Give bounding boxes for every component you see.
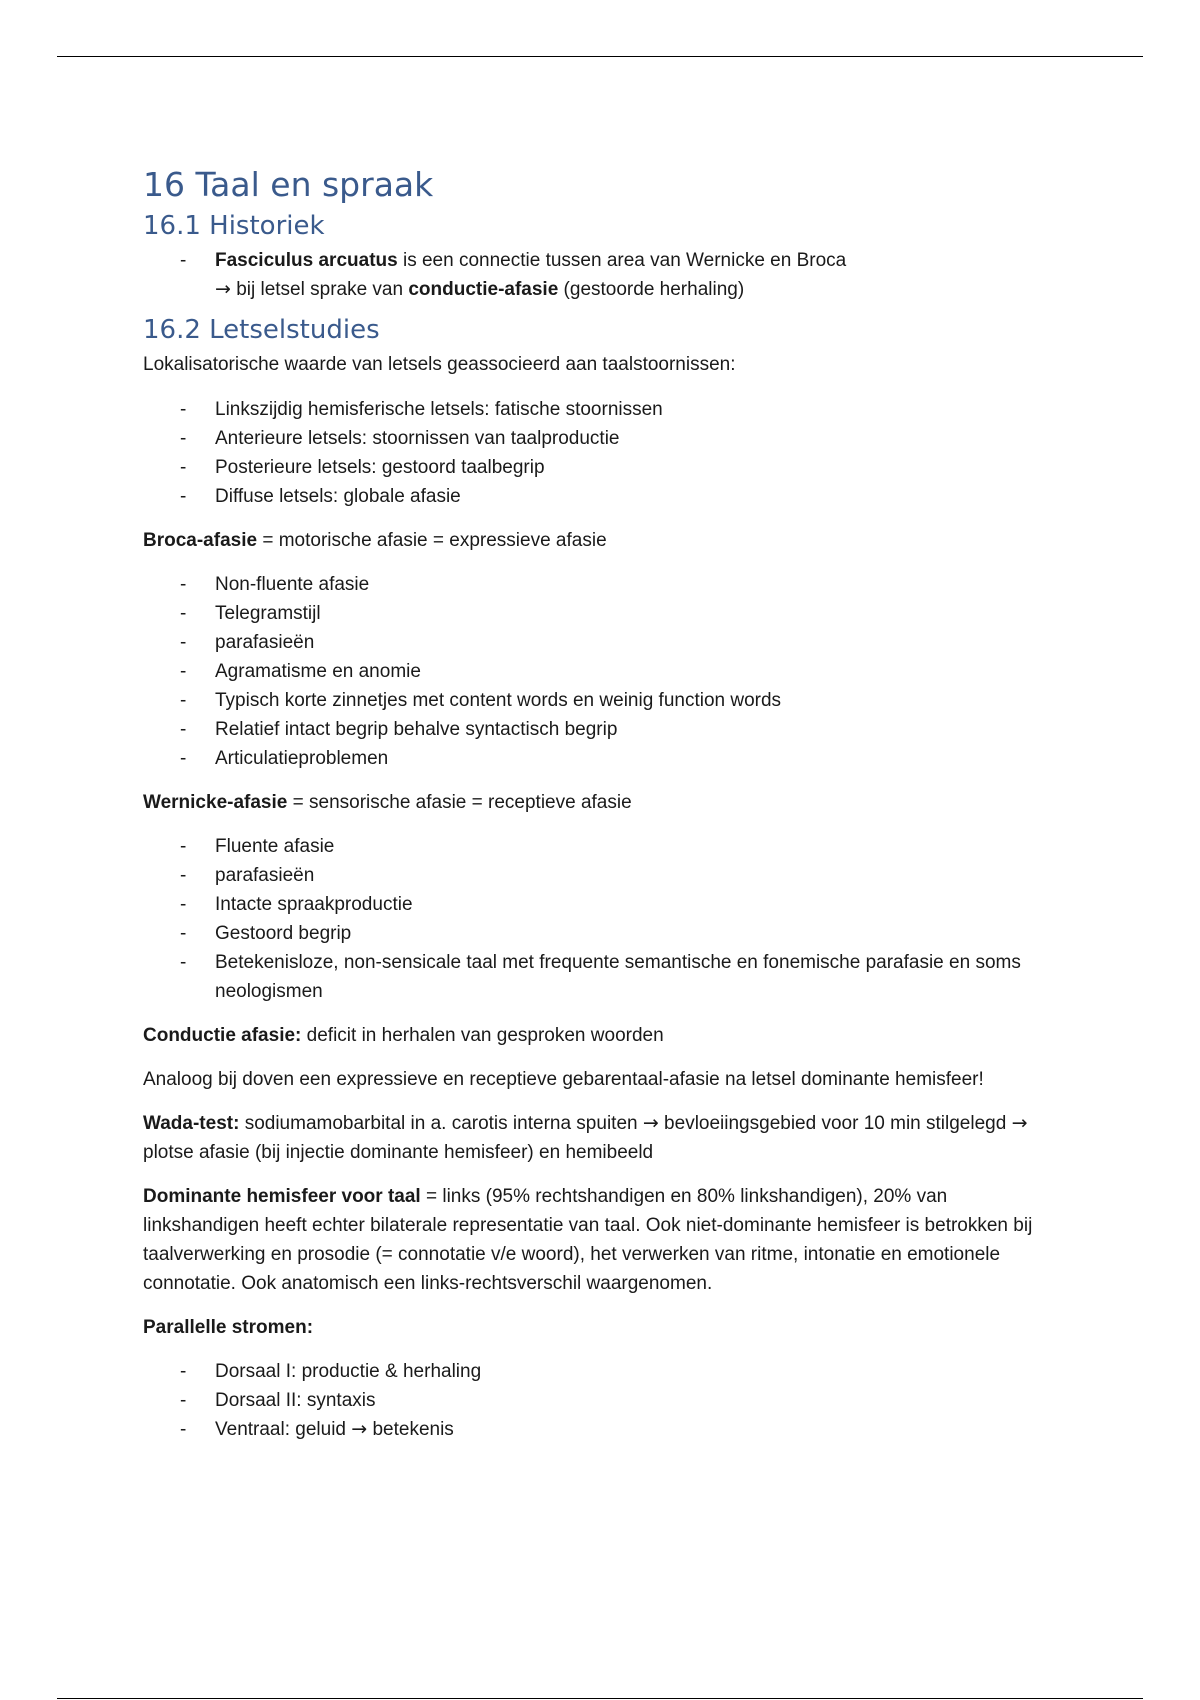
header-rule bbox=[57, 56, 1143, 57]
wernicke-list bbox=[143, 832, 1063, 1006]
item-text: Articulatieproblemen bbox=[215, 748, 389, 769]
term: Parallelle stromen: bbox=[143, 1317, 314, 1338]
definition-text: = motorische afasie = expressieve afasie bbox=[257, 530, 607, 551]
bullet-dash: - bbox=[180, 486, 187, 507]
bullet-dash: - bbox=[180, 632, 187, 653]
conductie-paragraph bbox=[143, 1021, 1063, 1050]
list-item bbox=[143, 919, 1063, 948]
list-item bbox=[143, 1357, 1063, 1386]
term: Conductie afasie: bbox=[143, 1025, 302, 1046]
bullet-dash: - bbox=[180, 865, 187, 886]
bullet-dash: - bbox=[180, 952, 187, 973]
definition-text: deficit in herhalen van gesproken woorden bbox=[301, 1025, 664, 1046]
list-item bbox=[143, 246, 1063, 304]
bullet-dash: - bbox=[180, 748, 187, 769]
list-item bbox=[143, 482, 1063, 511]
list-item bbox=[143, 628, 1063, 657]
definition-text: = links (95% rechtshandigen en 80% linkshandigen), 20% van linkshandigen heeft echter bilaterale representatie van taal. Ook niet-dominante hemisfeer is betrokken bij taalverwerking en prosodie (= connotatie v/e woord), het verwerken van ritme, intonatie en emotionele connotatie. Ook anatomisch een links-rechtsverschil waargenomen. bbox=[143, 1186, 1033, 1294]
bullet-dash: - bbox=[180, 923, 187, 944]
bullet-dash: - bbox=[180, 1390, 187, 1411]
bullet-dash: - bbox=[180, 836, 187, 857]
list-item bbox=[143, 832, 1063, 861]
dominante-paragraph bbox=[143, 1182, 1063, 1298]
list-item bbox=[143, 424, 1063, 453]
intro-paragraph: Lokalisatorische waarde van letsels geassocieerd aan taalstoornissen: bbox=[143, 354, 736, 375]
list-item bbox=[143, 1386, 1063, 1415]
item-text: Diffuse letsels: globale afasie bbox=[215, 486, 461, 507]
wernicke-paragraph bbox=[143, 788, 1063, 817]
list-item bbox=[143, 861, 1063, 890]
bullet-dash: - bbox=[180, 690, 187, 711]
list-item bbox=[143, 890, 1063, 919]
item-text: parafasieën bbox=[215, 865, 315, 886]
list-item bbox=[143, 570, 1063, 599]
term: Wernicke-afasie bbox=[143, 792, 288, 813]
term: Broca-afasie bbox=[143, 530, 258, 551]
arrow-icon: → bbox=[1011, 1112, 1028, 1134]
footer-rule bbox=[57, 1698, 1143, 1699]
list-item bbox=[143, 715, 1063, 744]
term: conductie-afasie bbox=[408, 279, 559, 300]
document-body bbox=[143, 158, 1063, 1459]
arrow-icon: → bbox=[215, 278, 231, 300]
item-text: Ventraal: geluid bbox=[215, 1419, 352, 1440]
bullet-dash: - bbox=[180, 894, 187, 915]
bullet-dash: - bbox=[180, 661, 187, 682]
term: Dominante hemisfeer voor taal bbox=[143, 1186, 421, 1207]
bullet-dash: - bbox=[180, 457, 187, 478]
list-item bbox=[143, 1415, 1063, 1444]
letsels-list bbox=[143, 395, 1063, 511]
list-item bbox=[143, 744, 1063, 773]
bullet-dash: - bbox=[180, 1419, 187, 1440]
item-text: Linkszijdig hemisferische letsels: fatische stoornissen bbox=[215, 399, 663, 420]
item-text: bij letsel sprake van bbox=[230, 279, 409, 300]
definition-text: plotse afasie (bij injectie dominante hemisfeer) en hemibeeld bbox=[143, 1142, 654, 1163]
item-text: Dorsaal I: productie & herhaling bbox=[215, 1361, 482, 1382]
item-text: Fluente afasie bbox=[215, 836, 335, 857]
item-text: Anterieure letsels: stoornissen van taalproductie bbox=[215, 428, 620, 449]
list-item bbox=[143, 453, 1063, 482]
list-item bbox=[143, 686, 1063, 715]
term: Fasciculus arcuatus bbox=[215, 250, 398, 271]
section-title-letselstudies: 16.2 Letselstudies bbox=[143, 315, 380, 345]
item-text: Telegramstijl bbox=[215, 603, 321, 624]
list-item bbox=[143, 599, 1063, 628]
bullet-dash: - bbox=[180, 399, 187, 420]
item-text: Posterieure letsels: gestoord taalbegrip bbox=[215, 457, 545, 478]
arrow-icon: → bbox=[642, 1112, 659, 1134]
parallelle-list bbox=[143, 1357, 1063, 1444]
broca-list bbox=[143, 570, 1063, 773]
definition-text: sodiumamobarbital in a. carotis interna spuiten bbox=[239, 1113, 643, 1134]
item-text: Intacte spraakproductie bbox=[215, 894, 413, 915]
definition-text: bevloeiingsgebied voor 10 min stilgelegd bbox=[658, 1113, 1012, 1134]
list-item bbox=[143, 948, 1063, 1006]
item-text: parafasieën bbox=[215, 632, 315, 653]
historiek-list bbox=[143, 246, 1063, 304]
bullet-dash: - bbox=[180, 250, 187, 271]
item-text: Agramatisme en anomie bbox=[215, 661, 421, 682]
definition-text: = sensorische afasie = receptieve afasie bbox=[287, 792, 632, 813]
section-title-historiek: 16.1 Historiek bbox=[143, 211, 325, 241]
bullet-dash: - bbox=[180, 603, 187, 624]
term: Wada-test: bbox=[143, 1113, 240, 1134]
bullet-dash: - bbox=[180, 574, 187, 595]
analoog-paragraph: Analoog bij doven een expressieve en receptieve gebarentaal-afasie na letsel dominante hemisfeer! bbox=[143, 1069, 984, 1090]
item-text: Relatief intact begrip behalve syntactisch begrip bbox=[215, 719, 618, 740]
item-text: betekenis bbox=[367, 1419, 454, 1440]
bullet-dash: - bbox=[180, 719, 187, 740]
item-text: (gestoorde herhaling) bbox=[558, 279, 745, 300]
item-text: Gestoord begrip bbox=[215, 923, 352, 944]
item-text: Betekenisloze, non-sensicale taal met frequente semantische en fonemische parafasie en soms neologismen bbox=[215, 952, 1021, 1002]
parallelle-heading bbox=[143, 1313, 1063, 1342]
chapter-title: 16 Taal en spraak bbox=[143, 165, 434, 204]
broca-paragraph bbox=[143, 526, 1063, 555]
list-item bbox=[143, 657, 1063, 686]
bullet-dash: - bbox=[180, 1361, 187, 1382]
item-text: Typisch korte zinnetjes met content words en weinig function words bbox=[215, 690, 782, 711]
item-text: is een connectie tussen area van Wernicke en Broca bbox=[397, 250, 847, 271]
item-text: Dorsaal II: syntaxis bbox=[215, 1390, 376, 1411]
list-item bbox=[143, 395, 1063, 424]
wada-paragraph bbox=[143, 1109, 1063, 1167]
item-text: Non-fluente afasie bbox=[215, 574, 370, 595]
bullet-dash: - bbox=[180, 428, 187, 449]
arrow-icon: → bbox=[351, 1418, 368, 1440]
